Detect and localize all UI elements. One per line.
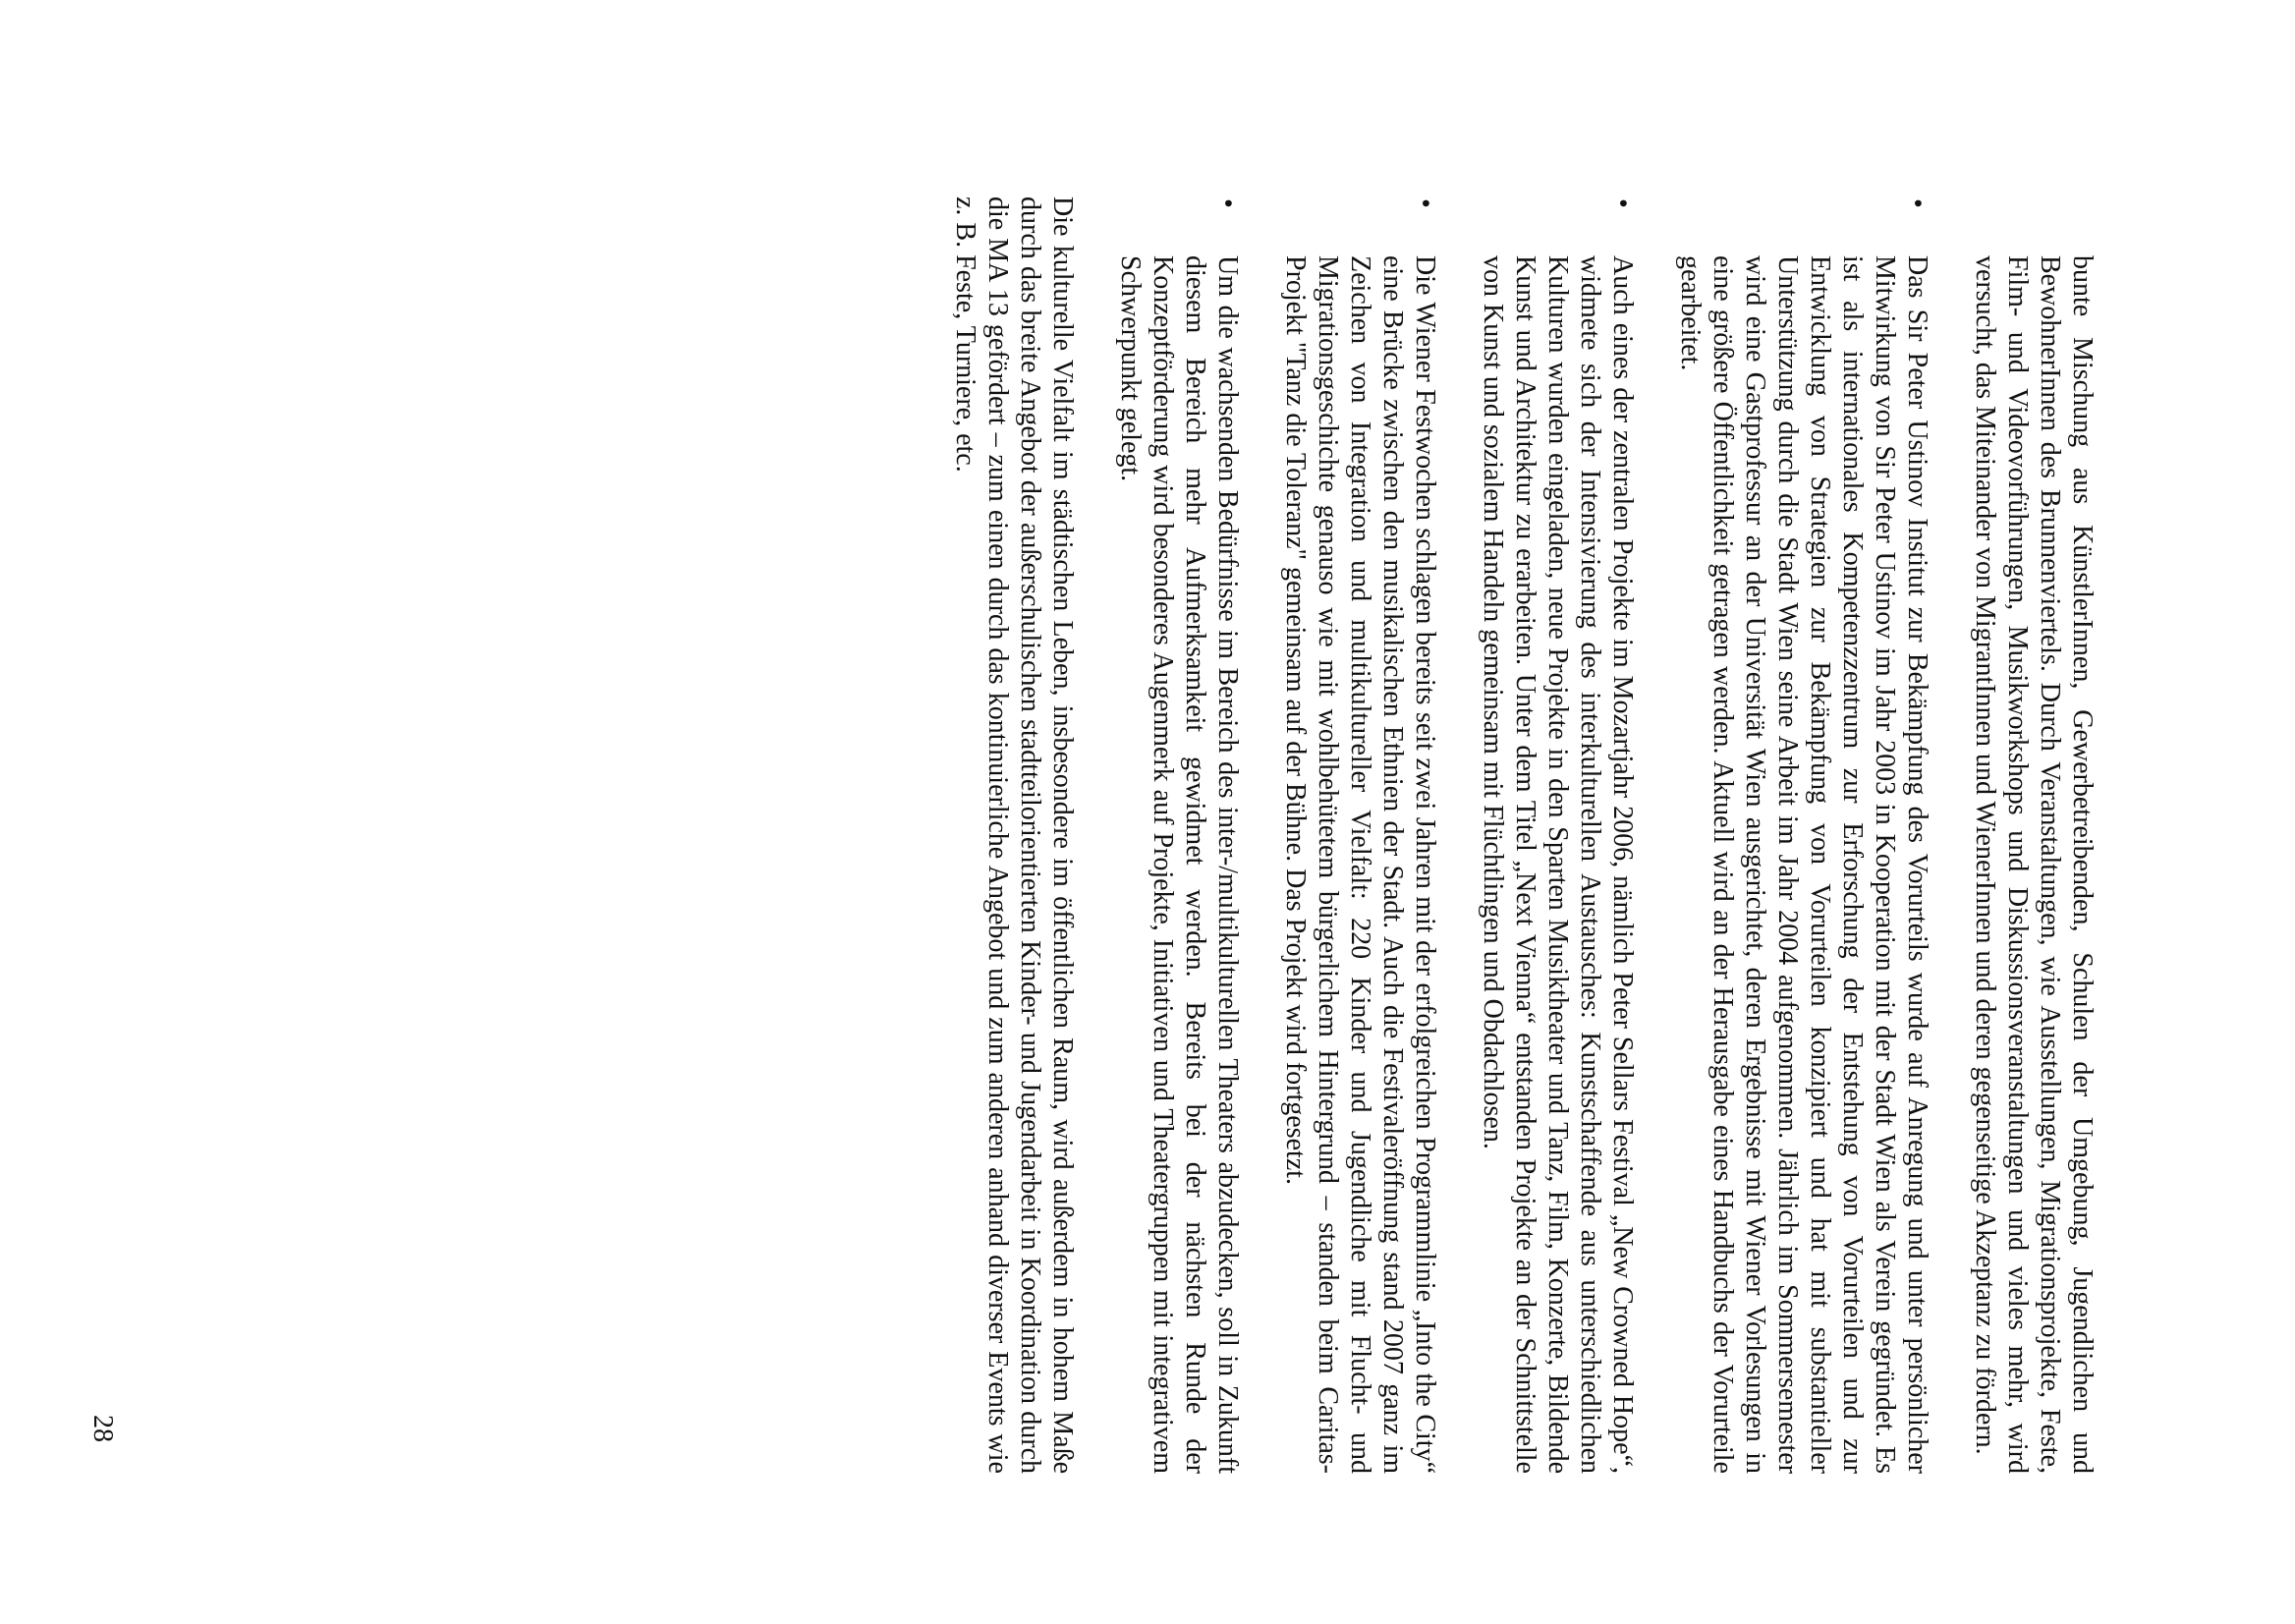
closing-paragraph: Die kulturelle Vielfalt im städtischen Leben, insbesondere im öffentlichen Raum, wird außerdem in hohem Maße durch das breite Angebot der außerschulischen stadtteilorientierten Kinder- und Jugendarbeit in Koordination durch die MA 13 gefördert – zum einen durch das kontinuierliche Angebot und zum anderen anhand diverser Events wie z. B. Feste, Turniere, etc. — [950, 196, 1078, 1474]
page-number: 28 — [87, 1415, 118, 1442]
bullet-text: Um die wachsenden Bedürfnisse im Bereich des inter-/multikulturellen Theaters abzudecken, soll in Zukunft diesem Bereich mehr Aufmerksamkeit gewidmet werden. Bereits bei der nächsten Runde der Konzeptförderung wird besonderes Augenmerk auf Projekte, Initiativen und Theatergruppen mit integrativem Schwerpunkt gelegt. — [1115, 255, 1243, 1474]
intro-paragraph: bunte Mischung aus KünstlerInnen, Gewerbetreibenden, Schulen der Umgebung, Jugendlichen und BewohnerInnen des Brunnenviertels. Durch Veranstaltungen, wie Ausstellungen, Migrationsprojekte, Feste, Film- und Videovorführungen, Musikworkshops und Diskussionsveranstaltungen und vieles mehr, wird versucht, das Miteinander von MigrantInnen und WienerInnen und deren gegenseitige Akzeptanz zu fördern. — [1970, 255, 2098, 1474]
bullet-icon: • — [1607, 198, 1638, 208]
bullet-item-theater — [1114, 196, 1244, 1474]
bullet-list — [1114, 196, 1933, 1474]
bullet-text: Auch eines der zentralen Projekte im Mozartjahr 2006, nämlich Peter Sellars Festival „New Crowned Hope“, widmete sich der Intensivierung des interkulturellen Austausches: Kunstschaffende aus unterschiedlichen Kulturen wurden eingeladen, neue Projekte in den Sparten Musiktheater und Tanz, Film, Konzerte, Bildende Kunst und Architektur zu erarbeiten. Unter dem Titel „Next Vienna“ entstanden Projekte an der Schnittstelle von Kunst und sozialem Handeln gemeinsam mit Flüchtlingen und Obdachlosen. — [1478, 255, 1638, 1474]
page-content — [914, 196, 2099, 1474]
bullet-icon: • — [1410, 198, 1440, 208]
bullet-item-new-crowned-hope — [1477, 196, 1639, 1474]
bullet-item-ustinov — [1674, 196, 1933, 1474]
bullet-item-festwochen — [1279, 196, 1441, 1474]
bullet-icon: • — [1902, 198, 1932, 208]
bullet-text: Das Sir Peter Ustinov Institut zur Bekämpfung des Vorurteils wurde auf Anregung und unter persönlicher Mitwirkung von Sir Peter Ustinov im Jahr 2003 in Kooperation mit der Stadt Wien als Verein gegründet. Es ist als internationales Kompetenzzentrum zur Erforschung der Entstehung von Vorurteilen und zur Entwicklung von Strategien zur Bekämpfung von Vorurteilen konzipiert und hat mit substantieller Unterstützung durch die Stadt Wien seine Arbeit im Jahr 2004 aufgenommen. Jährlich im Sommersemester wird eine Gastprofessur an der Universität Wien ausgerichtet, deren Ergebnisse mit Wiener Vorlesungen in eine größere Öffentlichkeit getragen werden. Aktuell wird an der Herausgabe eines Handbuchs der Vorurteile gearbeitet. — [1675, 255, 1932, 1474]
bullet-icon: • — [1212, 198, 1243, 208]
bullet-text: Die Wiener Festwochen schlagen bereits seit zwei Jahren mit der erfolgreichen Programmlinie „Into the City“ eine Brücke zwischen den musikalischen Ethnien der Stadt. Auch die Festivaleröffnung stand 2007 ganz im Zeichen von Integration und multikultureller Vielfalt: 220 Kinder und Jugendliche mit Flucht- und Migrationsgeschichte genauso wie mit wohlbehütetem bürgerlichem Hintergrund – standen beim Caritas-Projekt "Tanz die Toleranz" gemeinsam auf der Bühne. Das Projekt wird fortgesetzt. — [1280, 255, 1440, 1474]
